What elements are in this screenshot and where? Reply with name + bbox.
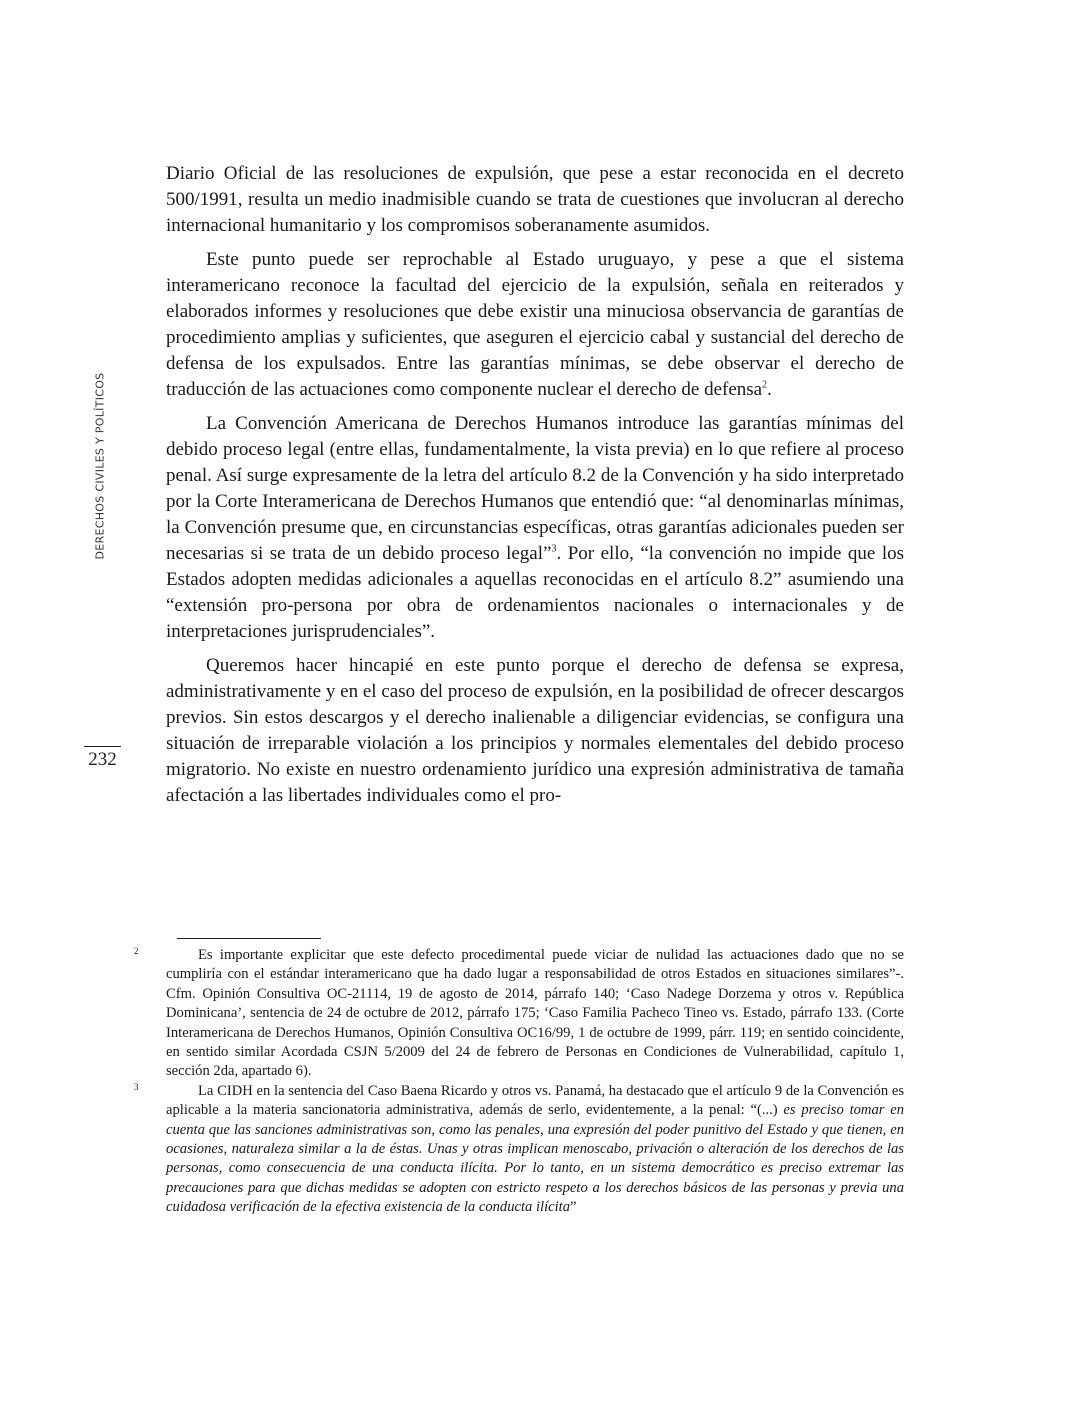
footnote-2-text: Es importante explicitar que este defecto procedimental puede viciar de nulidad las actuaciones dado que no se cumpliría con el estándar interamericano que ha dado lugar a responsabilidad de otros Estados en situaciones similares”-. Cfm. Opinión Consultiva OC-21114, 19 de agosto de 2014, párrafo 140; ‘Caso Nadege Dorzema y otros v. República Dominicana’, sentencia de 24 de octubre de 2012, párrafo 175; ‘Caso Familia Pacheco Tineo vs. Estado, párrafo 133. (Corte Interamericana de Derechos Humanos, Opinión Consultiva OC16/99, 1 de octubre de 1999, párr. 119; en sentido coincidente, en sentido similar Acordada CSJN 5/2009 del 24 de febrero de Personas en Condiciones de Vulnerabilidad, capítulo 1, sección 2da, apartado 6). [166, 947, 904, 1080]
paragraph-1-text: Diario Oficial de las resoluciones de expulsión, que pese a estar reconocida en el decreto 500/1991, resulta un medio inadmisible cuando se trata de cuestiones que involucran al derecho internacional humanitario y los compromisos soberanamente asumidos. [166, 163, 904, 236]
footnote-3: 3 La CIDH en la sentencia del Caso Baena Ricardo y otros vs. Panamá, ha destacado que el artículo 9 de la Convención es aplicable a la materia sancionatoria administrativa, además de serlo, evidentemente, a la penal: “(...) es preciso tomar en cuenta que las sanciones administrativas son, como las penales, una expresión del poder punitivo del Estado y que tienen, en ocasiones, naturaleza similar a la de éstas. Unas y otras implican menoscabo, privación o alteración de los derechos de las personas, como consecuencia de una conducta ilícita. Por lo tanto, en un sistema democrático es preciso extremar las precauciones para que dichas medidas se adopten con estricto respeto a los derechos básicos de las personas y previa una cuidadosa verificación de la efectiva existencia de la conducta ilícita” [134, 1081, 904, 1216]
footnote-3-text: La CIDH en la sentencia del Caso Baena Ricardo y otros vs. Panamá, ha destacado que el artículo 9 de la Convención es aplicable a la materia sancionatoria administrativa, además de serlo, evidentemente, a la penal: “(...) [166, 1082, 904, 1119]
body-text [166, 161, 904, 817]
paragraph-3-text-a: La Convención Americana de Derechos Humanos introduce las garantías mínimas del debido proceso legal (entre ellas, fundamentalmente, la vista previa) en lo que refiere al proceso penal. Así surge expresamente de la letra del artículo 8.2 de la Convención y ha sido interpretado por la Corte Interamericana de Derechos Humanos que entendió que: “al denominarlas mínimas, la Convención presume que, en circunstancias específicas, otras garantías adicionales pueden ser necesarias si se trata de un debido proceso legal” [166, 413, 904, 564]
footnotes [134, 946, 904, 1218]
paragraph-2 [166, 247, 904, 403]
paragraph-2-end: . [767, 379, 772, 400]
footnote-separator [177, 938, 321, 939]
footnote-3-quote: es preciso tomar en cuenta que las sanciones administrativas son, como las penales, una expresión del poder punitivo del Estado y que tienen, en ocasiones, naturaleza similar a la de éstas. Unas y otras implican menoscabo, privación o alteración de los derechos de las personas, como consecuencia de una conducta ilícita. Por lo tanto, en un sistema democrático es preciso extremar las precauciones para que dichas medidas se adopten con estricto respeto a los derechos básicos de las personas y previa una cuidadosa verificación de la efectiva existencia de la conducta ilícita [166, 1102, 904, 1216]
footnote-ref-2[interactable]: 2 [762, 379, 768, 391]
paragraph-3-text-b: . Por ello, “la convención no impide que los Estados adopten medidas adicionales a aquellas reconocidas en el artículo 8.2” asumiendo una “extensión pro-persona por obra de ordenamientos nacionales o internacionales y de interpretaciones jurisprudenciales”. [166, 543, 905, 642]
paragraph-2-text: Este punto puede ser reprochable al Estado uruguayo, y pese a que el sistema interamericano reconoce la facultad del ejercicio de la expulsión, señala en reiterados y elaborados informes y resoluciones que debe existir una minuciosa observancia de garantías de procedimiento amplias y suficientes, que aseguren el ejercicio cabal y sustancial del derecho de defensa de los expulsados. Entre las garantías mínimas, se debe observar el derecho de traducción de las actuaciones como componente nuclear el derecho de defensa [166, 249, 904, 400]
page-number: 232 [88, 749, 117, 770]
page-number-rule [84, 746, 121, 747]
running-head: DERECHOS CIVILES Y POLÍTICOS [93, 372, 107, 560]
footnote-3-close: ” [570, 1199, 577, 1216]
paragraph-1 [166, 161, 904, 239]
paragraph-4 [166, 653, 904, 809]
paragraph-3 [166, 411, 904, 645]
paragraph-4-text: Queremos hacer hincapié en este punto porque el derecho de defensa se expresa, administrativamente y en el caso del proceso de expulsión, en la posibilidad de ofrecer descargos previos. Sin estos descargos y el derecho inalienable a diligenciar evidencias, se configura una situación de irreparable violación a los principios y normales elementales del debido proceso migratorio. No existe en nuestro ordenamiento jurídico una expresión administrativa de tamaña afectación a las libertades individuales como el pro- [166, 655, 904, 806]
footnote-ref-3[interactable]: 3 [551, 543, 557, 555]
footnote-2: 2 Es importante explicitar que este defecto procedimental puede viciar de nulidad las actuaciones dado que no se cumpliría con el estándar interamericano que ha dado lugar a responsabilidad de otros Estados en situaciones similares”-. Cfm. Opinión Consultiva OC-21114, 19 de agosto de 2014, párrafo 140; ‘Caso Nadege Dorzema y otros v. República Dominicana’, sentencia de 24 de octubre de 2012, párrafo 175; ‘Caso Familia Pacheco Tineo vs. Estado, párrafo 133. (Corte Interamericana de Derechos Humanos, Opinión Consultiva OC16/99, 1 de octubre de 1999, párr. 119; en sentido coincidente, en sentido similar Acordada CSJN 5/2009 del 24 de febrero de Personas en Condiciones de Vulnerabilidad, capítulo 1, sección 2da, apartado 6). [134, 946, 904, 1080]
